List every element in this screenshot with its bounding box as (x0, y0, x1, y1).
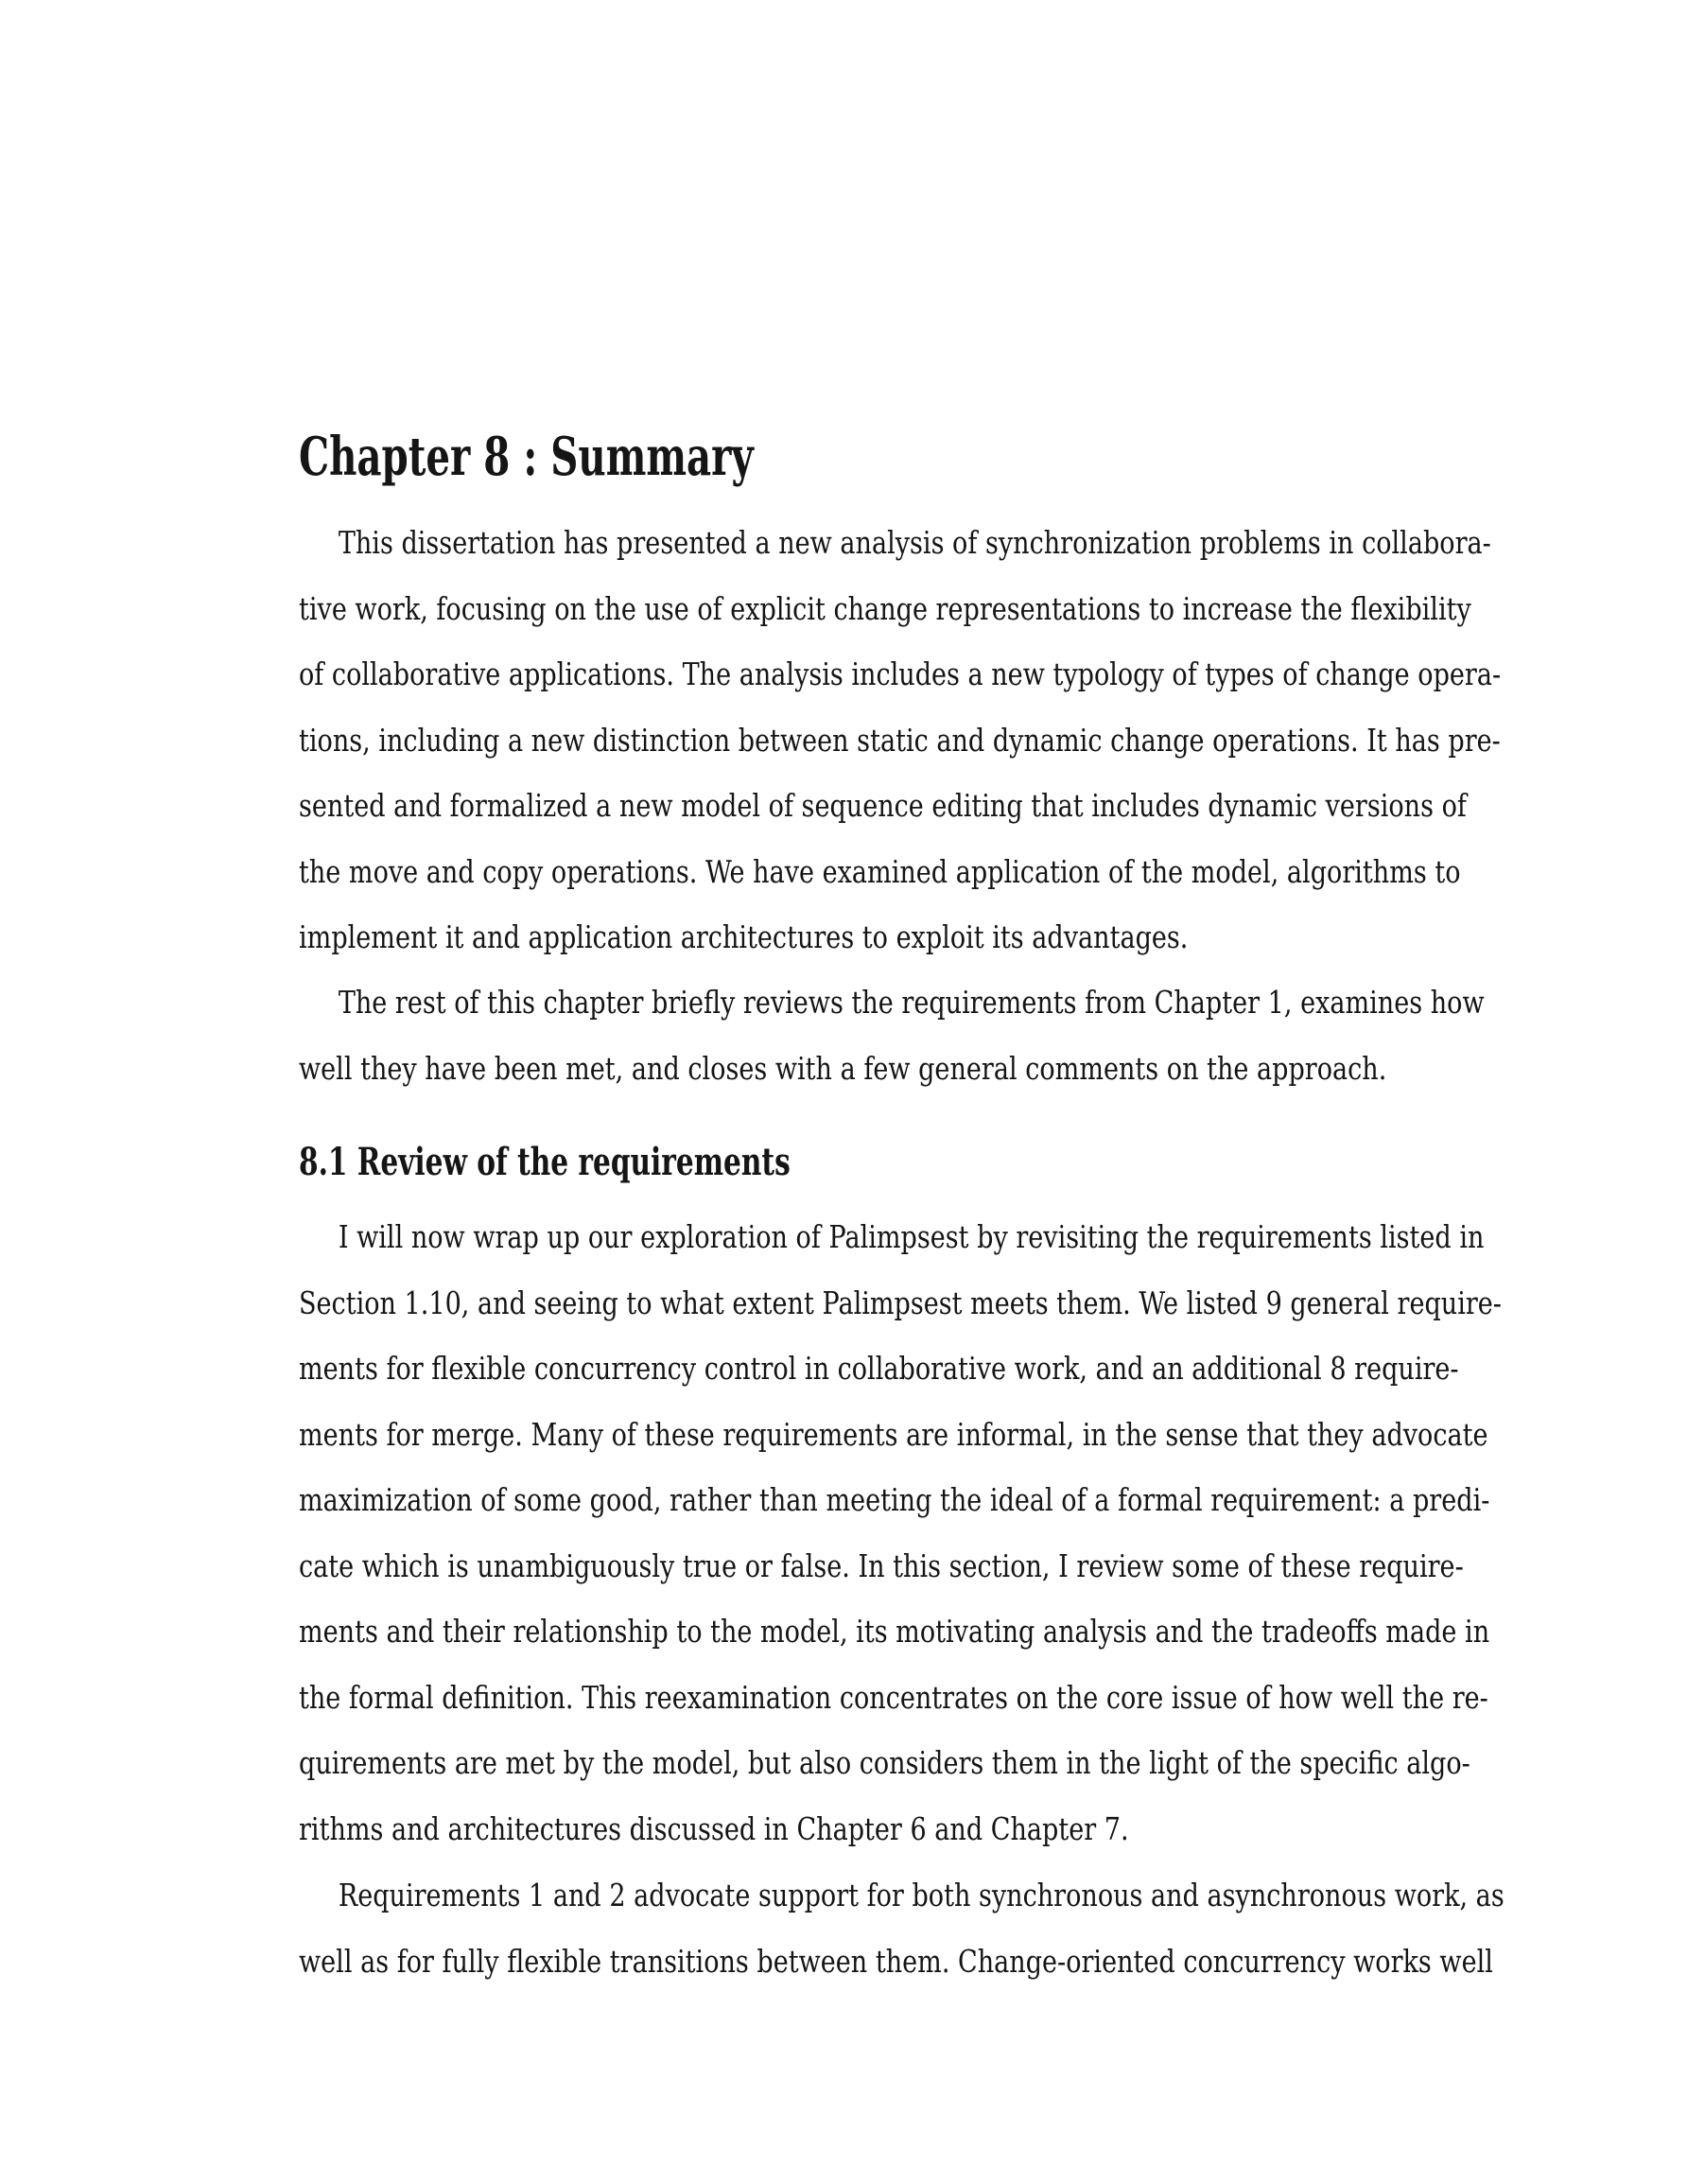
text-line: This dissertation has presented a new analysis of synchronization problems in collabora- (338, 524, 1491, 561)
text-line: the formal definition. This reexamination concentrates on the core issue of how well the re- (299, 1678, 1488, 1716)
chapter-title: Chapter 8 : Summary (299, 426, 754, 488)
text-line: tions, including a new distinction between static and dynamic change operations. It has pre- (299, 721, 1501, 759)
text-line: The rest of this chapter briefly reviews the requirements from Chapter 1, examines how (338, 984, 1485, 1021)
text-line: ments and their relationship to the model, its motivating analysis and the tradeoffs made in (299, 1613, 1490, 1650)
text-line: I will now wrap up our exploration of Palimpsest by revisiting the requirements listed in (338, 1218, 1485, 1255)
section-heading: 8.1 Review of the requirements (299, 1140, 791, 1184)
text-line: ments for merge. Many of these requirements are informal, in the sense that they advocate (299, 1415, 1488, 1453)
text-line: the move and copy operations. We have examined application of the model, algorithms to (299, 852, 1461, 890)
text-line: sented and formalized a new model of sequence editing that includes dynamic versions of (299, 787, 1467, 824)
paragraph (299, 510, 1501, 970)
text-line: of collaborative applications. The analysis includes a new typology of types of change opera- (299, 655, 1502, 692)
paragraph (299, 1204, 1502, 1861)
text-line: Requirements 1 and 2 advocate support for both synchronous and asynchronous work, as (338, 1877, 1504, 1913)
paragraph (299, 1862, 1504, 1994)
text-line: implement it and application architectures to exploit its advantages. (299, 918, 1189, 955)
text-line: quirements are met by the model, but also considers them in the light of the specific algo- (299, 1744, 1470, 1781)
text-line: tive work, focusing on the use of explicit change representations to increase the flexibility (299, 589, 1471, 627)
text-line: rithms and architectures discussed in Chapter 6 and Chapter 7. (299, 1809, 1129, 1847)
text-line: well they have been met, and closes with a few general comments on the approach. (299, 1049, 1387, 1087)
text-line: maximization of some good, rather than meeting the ideal of a formal requirement: a predi- (299, 1481, 1490, 1518)
text-line: well as for fully flexible transitions between them. Change-oriented concurrency works well (299, 1942, 1493, 1980)
text-line: Section 1.10, and seeing to what extent Palimpsest meets them. We listed 9 general require- (299, 1284, 1502, 1321)
text-line: ments for flexible concurrency control in collaborative work, and an additional 8 require- (299, 1350, 1459, 1387)
paragraph (299, 970, 1485, 1101)
text-line: cate which is unambiguously true or false. In this section, I review some of these require- (299, 1546, 1464, 1584)
